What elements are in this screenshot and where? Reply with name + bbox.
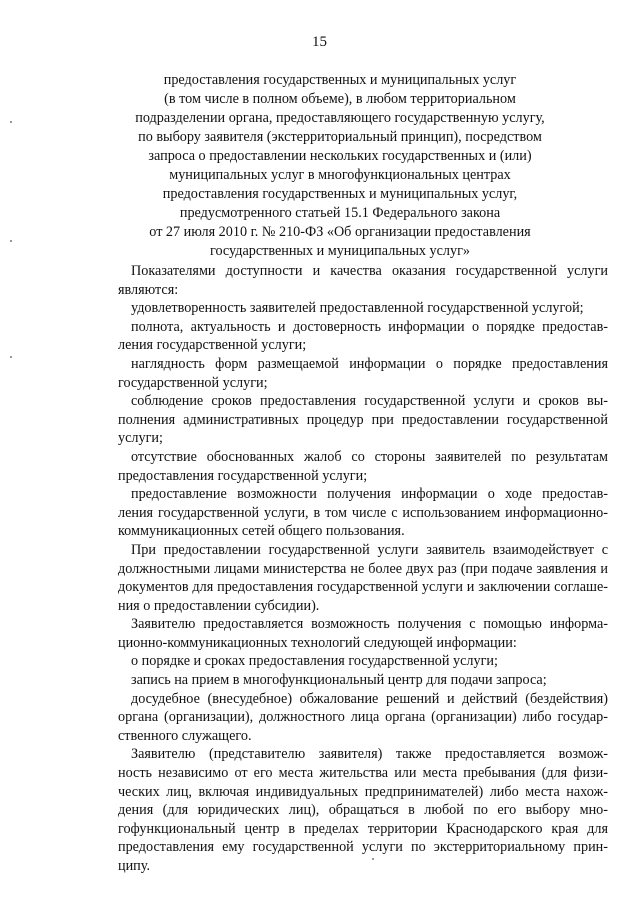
body-text [118,262,608,876]
scan-mark [10,121,12,123]
text-line: гофункциональный центр в пределах территории Краснодарского края для [118,820,608,837]
text-line: досудебное (внесудебное) обжалование решений и действий (бездействия) [131,690,608,707]
text-line: услуги; [118,430,163,447]
scan-mark [372,858,374,860]
text-line: органа (организации), должностного лица органа (организации) либо государ- [118,709,608,726]
text-line: предоставления ему государственной услуги по экстерриториальному прин- [118,839,608,856]
text-line: документов для предоставления государственной услуги и заключении соглаше- [118,579,608,596]
scan-mark [10,356,12,358]
text-line: ность независимо от его места жительства или места пребывания (для физи- [118,765,608,782]
heading-line: (в том числе в полном объеме), в любом территориальном [164,91,516,107]
heading-line: подразделении органа, предоставляющего государственную услугу, [135,110,545,126]
heading-line: государственных и муниципальных услуг» [210,243,470,259]
text-line: ления государственной услуги; [118,337,307,354]
heading-line: запроса о предоставлении нескольких государственных и (или) [148,148,532,164]
text-line: дения (для юридических лиц), обращаться в любой по его выбору мно- [118,802,608,819]
text-line: полнения административных процедур при предоставлении государственной [118,411,608,428]
text-line: государственной услуги; [118,374,268,391]
text-line: ственного служащего. [118,727,252,744]
page-number: 15 [312,34,327,50]
section-heading [100,71,580,261]
text-line: полнота, актуальность и достоверность информации о порядке предостав- [131,318,608,335]
text-line: предоставление возможности получения информации о ходе предостав- [131,486,608,503]
heading-line: предоставления государственных и муниципальных услуг, [162,186,518,202]
text-line: Заявителю (представителю заявителя) также предоставляется возмож- [131,746,608,763]
text-line: наглядность форм размещаемой информации о порядке предоставления [131,355,608,372]
text-line: о порядке и сроках предоставления государственной услуги; [131,653,498,670]
heading-line: муниципальных услуг в многофункциональных центрах [169,167,511,183]
text-line: ческих лиц, включая индивидуальных предпринимателей) либо места нахож- [118,783,608,800]
text-line: Заявителю предоставляется возможность получения с помощью информа- [131,616,608,633]
text-line: коммуникационных сетей общего пользования. [118,523,405,540]
text-line: ния о предоставлении субсидии). [118,597,320,614]
text-line: соблюдение сроков предоставления государственной услуги и сроков вы- [131,393,608,410]
text-line: отсутствие обоснованных жалоб со стороны заявителей по результатам [131,448,608,465]
text-line: ления государственной услуги, в том числе с использованием информационно- [118,504,608,521]
heading-line: от 27 июля 2010 г. № 210-ФЗ «Об организации предоставления [149,224,531,240]
text-line: При предоставлении государственной услуги заявитель взаимодействует с [131,541,608,558]
text-line: являются: [118,281,179,298]
scan-mark [10,240,12,242]
text-line: ционно-коммуникационных технологий следующей информации: [118,634,517,651]
heading-line: предоставления государственных и муниципальных услуг [163,72,517,88]
heading-line: предусмотренного статьей 15.1 Федерального закона [179,205,501,221]
text-line: запись на прием в многофункциональный центр для подачи запроса; [131,672,547,689]
text-line: предоставления государственной услуги; [118,467,368,484]
text-line: Показателями доступности и качества оказания государственной услуги [131,263,608,279]
heading-line: по выбору заявителя (экстерриториальный принцип), посредством [138,129,542,145]
text-line: ципу. [118,858,150,874]
text-line: удовлетворенность заявителей предоставленной государственной услугой; [131,300,584,317]
text-line: должностными лицами министерства не более двух раз (при подаче заявления и [118,560,608,577]
